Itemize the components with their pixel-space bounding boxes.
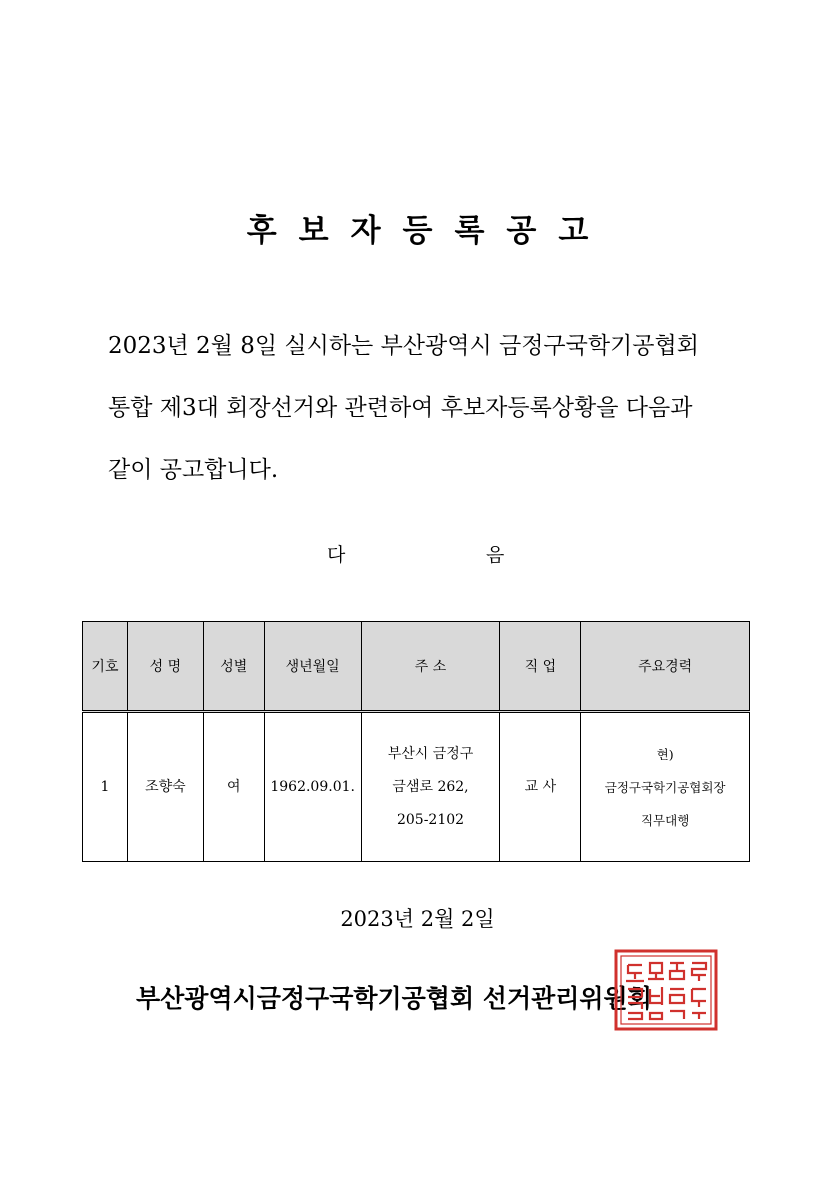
organization-name: 부산광역시금정구국학기공협회 선거관리위원회 (136, 984, 652, 1013)
candidate-table (82, 621, 750, 862)
address-line-2: 금샘로 262, (392, 778, 469, 795)
cell-name: 조향숙 (127, 712, 203, 862)
notice-heading-da: 다 (327, 544, 346, 566)
cell-number: 1 (83, 712, 128, 862)
seal-glyphs (626, 963, 706, 1019)
header-name: 성 명 (127, 622, 203, 712)
career-line-3: 직무대행 (640, 812, 690, 828)
cell-birth: 1962.09.01. (264, 712, 361, 862)
table-header-row (83, 622, 750, 712)
header-birth: 생년월일 (264, 622, 361, 712)
address-line-1: 부산시 금정구 (387, 745, 474, 762)
header-gender: 성별 (203, 622, 264, 712)
career-line-1: 현) (656, 746, 674, 762)
cell-job: 교 사 (500, 712, 581, 862)
header-address: 주 소 (361, 622, 500, 712)
body-line-3: 같이 공고합니다. (108, 457, 279, 483)
header-job: 직 업 (500, 622, 581, 712)
header-career: 주요경력 (581, 622, 750, 712)
career-line-2: 금정구국학기공협회장 (604, 779, 726, 795)
address-line-3: 205-2102 (396, 811, 465, 828)
body-line-2: 통합 제3대 회장선거와 관련하여 후보자등록상황을 다음과 (108, 395, 693, 421)
notice-heading-eum: 음 (486, 544, 505, 566)
cell-career (581, 712, 750, 862)
announcement-date: 2023년 2월 2일 (340, 907, 495, 931)
body-line-1: 2023년 2월 8일 실시하는 부산광역시 금정구국학기공협회 (108, 333, 699, 359)
page-title: 후보자등록공고 (246, 213, 611, 249)
table-row (83, 712, 750, 862)
cell-gender: 여 (203, 712, 264, 862)
header-number: 기호 (83, 622, 128, 712)
official-seal (614, 949, 718, 1031)
cell-address (361, 712, 500, 862)
